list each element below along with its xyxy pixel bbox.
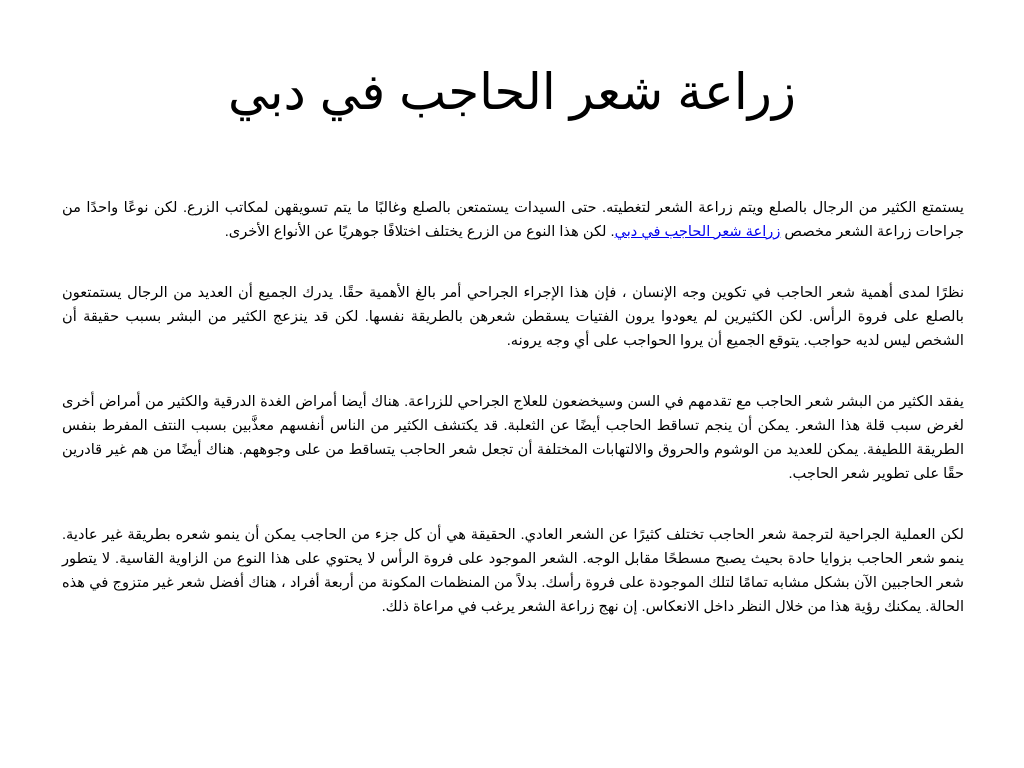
- article-body: [62, 196, 964, 656]
- paragraph-3: يفقد الكثير من البشر شعر الحاجب مع تقدمهم في السن وسيخضعون للعلاج الجراحي للزراعة. هناك أيضا أمراض الغدة الدرقية والكثير من أمراض أخرى لغرض سبب قلة هذا الشعر. يمكن أن ينجم تساقط الحاجب أيضًا عن الثعلبة. قد يكتشف الكثير من الناس أنفسهم معذَّبين بسبب النتف المفرط بنفس الطريقة اللطيفة. يمكن للعديد من الوشوم والحروق والالتهابات المختلفة أن تجعل شعر الحاجب يتساقط من على وجوههم. هناك أيضًا من هم غير قادرين حقًا على تطوير شعر الحاجب.: [62, 394, 964, 482]
- paragraph-1-text-before: يستمتع الكثير من الرجال بالصلع ويتم زراعة الشعر لتغطيته. حتى السيدات يستمتعن بالصلع وغالبًا ما يتم تسويقهن لمكاتب الزرع. لكن نوعًا واحدًا من جراحات زراعة الشعر مخصص: [62, 200, 964, 240]
- eyebrow-transplant-dubai-link[interactable]: زراعة شعر الحاجب في دبي: [614, 224, 781, 240]
- page-title: زراعة شعر الحاجب في دبي: [227, 64, 797, 120]
- paragraph-4: لكن العملية الجراحية لترجمة شعر الحاجب تختلف كثيرًا عن الشعر العادي. الحقيقة هي أن كل جزء من الحاجب يمكن أن ينمو شعره بطريقة غير عادية. ينمو شعر الحاجب بزوايا حادة بحيث يصبح مسطحًا مقابل الوجه. الشعر الموجود على فروة الرأس لا يحتوي على هذا النوع من الزاوية القاسية. لا يتطور شعر الحاجبين الآن بشكل مشابه تمامًا لتلك الموجودة على فروة رأسك. بدلاً من المنظمات المكونة من أربعة أفراد ، هناك أفضل شعر غير متزوج في هذه الحالة. يمكنك رؤية هذا من خلال النظر داخل الانعكاس. إن نهج زراعة الشعر يرغب في مراعاة ذلك.: [62, 527, 964, 615]
- paragraph-1: [62, 196, 964, 244]
- paragraph-1-text-after: . لكن هذا النوع من الزرع يختلف اختلافًا جوهريًا عن الأنواع الأخرى.: [224, 224, 615, 240]
- paragraph-2: نظرًا لمدى أهمية شعر الحاجب في تكوين وجه الإنسان ، فإن هذا الإجراء الجراحي أمر بالغ الأهمية حقًا. يدرك الجميع أن العديد من الرجال يستمتعون بالصلع على فروة الرأس. لكن الكثيرين لم يعودوا يرون الفتيات يسقطن شعرهن بالطريقة نفسها. لكن قد ينزعج الكثير من البشر بسبب حقيقة أن الشخص ليس لديه حواجب. يتوقع الجميع أن يروا الحواجب على أي وجه يرونه.: [62, 285, 964, 349]
